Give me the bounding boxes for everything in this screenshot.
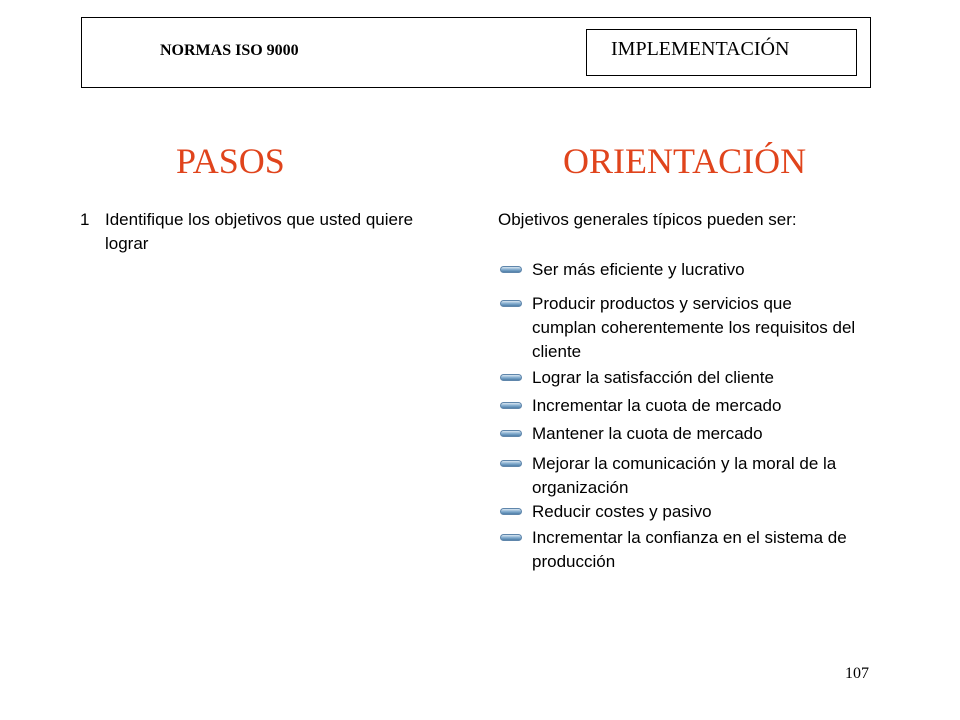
pill-bullet-icon [500,300,522,307]
list-item-text: Mejorar la comunicación y la moral de la organización [532,454,837,497]
orientation-intro: Objetivos generales típicos pueden ser: [498,210,797,229]
list-item [498,258,858,282]
list-item-text: Ser más eficiente y lucrativo [532,260,745,279]
step-item [80,208,420,256]
list-item [498,366,858,390]
list-item-text: Mantener la cuota de mercado [532,424,763,443]
step-number: 1 [80,210,90,229]
pill-bullet-icon [500,374,522,381]
orientation-list [498,258,858,574]
header-box [81,17,871,88]
list-item [498,292,858,364]
pill-bullet-icon [500,402,522,409]
list-item-text: Lograr la satisfacción del cliente [532,368,774,387]
header-title: NORMAS ISO 9000 [160,42,299,59]
list-item [498,452,858,500]
orientacion-heading: ORIENTACIÓN [563,141,807,181]
list-item-text: Reducir costes y pasivo [532,502,712,521]
list-item [498,394,858,418]
pill-bullet-icon [500,266,522,273]
list-item [498,500,858,524]
step-text: Identifique los objetivos que usted quiere lograr [105,210,414,253]
pill-bullet-icon [500,508,522,515]
list-item-text: Producir productos y servicios que cumplan coherentemente los requisitos del cliente [532,294,856,361]
list-item-text: Incrementar la confianza en el sistema de producción [532,528,847,571]
header-tag-box: IMPLEMENTACIÓN [586,29,857,76]
list-item [498,526,858,574]
pill-bullet-icon [500,534,522,541]
page-number: 107 [845,665,869,682]
pasos-heading: PASOS [176,141,285,181]
pill-bullet-icon [500,460,522,467]
pill-bullet-icon [500,430,522,437]
list-item-text: Incrementar la cuota de mercado [532,396,782,415]
list-item [498,422,858,446]
